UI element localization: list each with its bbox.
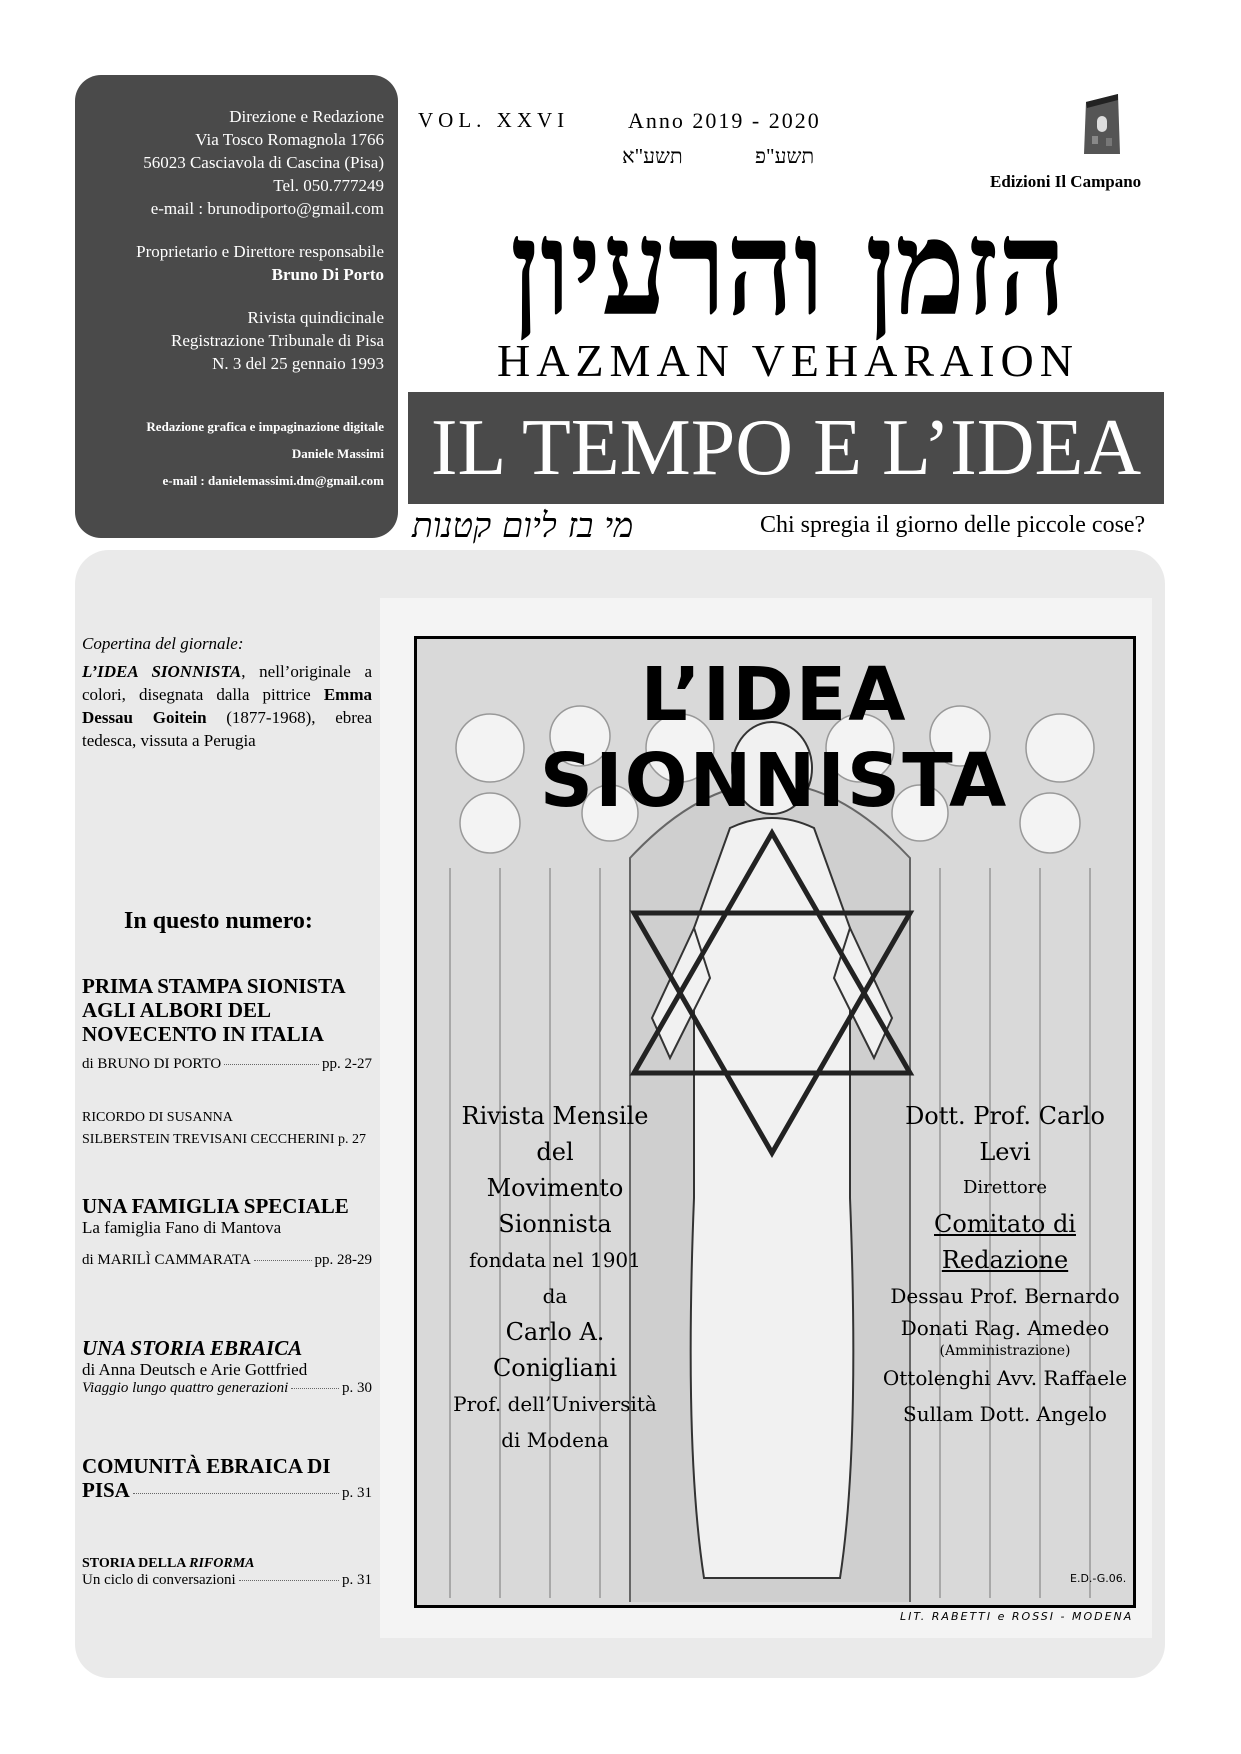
toc-article-3[interactable] [82, 1194, 372, 1269]
article-pages: p. 30 [342, 1380, 372, 1396]
article-byline [82, 1572, 372, 1589]
latin-title: HAZMAN VEHARAION [497, 335, 1079, 386]
poster-signature: E.D.-G.06. [1070, 1572, 1127, 1585]
owner-name: Bruno Di Porto [271, 265, 384, 284]
toc-article-5[interactable] [82, 1454, 372, 1503]
poster-left-line: fondata nel 1901 [469, 1248, 641, 1272]
registration-line: Rivista quindicinale [247, 308, 384, 327]
toc-article-4[interactable] [82, 1336, 372, 1397]
poster-right-text [880, 1098, 1130, 1432]
masthead-info-box [75, 75, 398, 538]
article-title-part: STORIA DELLA [82, 1556, 190, 1571]
italian-title: IL TEMPO E L’IDEA [430, 404, 1142, 492]
caption-text-part: (1877-1968), ebrea tedesca, vissuta a Perugia [82, 708, 373, 750]
poster-right-line: Dessau Prof. Bernardo [890, 1284, 1120, 1308]
poster-left-line: Rivista Mensile [461, 1102, 649, 1130]
article-author: di MARILÌ CAMMARATA [82, 1252, 251, 1268]
poster-right-line: Dott. Prof. Carlo Levi [905, 1102, 1105, 1166]
poster-left-line: Carlo A. Conigliani [492, 1318, 618, 1382]
publisher-name: Edizioni Il Campano [990, 172, 1142, 191]
article-byline [82, 1056, 372, 1073]
hebrew-year-1: תשע"א [622, 144, 683, 168]
article-pages: p. 27 [338, 1132, 367, 1147]
poster-left-line: da [542, 1284, 568, 1308]
title-banner [408, 392, 1164, 504]
article-pages: pp. 2-27 [322, 1056, 372, 1072]
article-title: RICORDO DI SUSANNA [82, 1110, 233, 1125]
registration-line: N. 3 del 25 gennaio 1993 [212, 354, 384, 373]
article-title-part: RIFORMA [189, 1556, 255, 1571]
designer-email[interactable]: e-mail : danielemassimi.dm@gmail.com [162, 473, 384, 488]
article-byline [82, 1478, 372, 1503]
article-description: Viaggio lungo quattro generazioni [82, 1380, 289, 1396]
toc-heading: In questo numero: [124, 908, 313, 934]
article-byline [82, 1380, 372, 1397]
poster-title: L’IDEA SIONNISTA [539, 652, 1009, 824]
owner-label: Proprietario e Direttore responsabile [136, 242, 384, 261]
article-subtitle: di Anna Deutsch e Arie Gottfried [82, 1360, 308, 1379]
info-line: Direzione e Redazione [229, 107, 384, 126]
poster-left-line: del [536, 1138, 574, 1166]
tower-logo-icon [1080, 92, 1124, 156]
article-title: COMUNITÀ EBRAICA DI [82, 1454, 331, 1478]
poster-right-line: Comitato di Redazione [934, 1210, 1076, 1274]
hebrew-year-2: תשע"פ [755, 144, 815, 168]
design-label: Redazione grafica e impaginazione digitale [146, 419, 384, 434]
poster-printer: LIT. RABETTI e ROSSI - MODENA [900, 1610, 1134, 1623]
poster-right-line: Direttore [962, 1177, 1047, 1198]
article-pages: p. 31 [342, 1485, 372, 1501]
cover-poster-image [380, 598, 1152, 1638]
cover-caption-label: Copertina del giornale: [82, 634, 244, 653]
article-author: di BRUNO DI PORTO [82, 1056, 222, 1072]
info-line: Via Tosco Romagnola 1766 [195, 130, 384, 149]
article-pages: pp. 28-29 [314, 1252, 372, 1268]
info-line: Tel. 050.777249 [273, 176, 384, 195]
poster-right-line: Sullam Dott. Angelo [903, 1402, 1107, 1426]
article-title [82, 1556, 372, 1572]
volume-number: VOL. XXVI [418, 108, 570, 132]
caption-artist: Emma Dessau Goitein [82, 685, 372, 727]
hebrew-title: הזמן והרעיון [510, 189, 1066, 346]
poster-right-line: Donati Rag. Amedeo [900, 1316, 1110, 1340]
year-range: Anno 2019 - 2020 [628, 108, 821, 133]
poster-left-line: di Modena [501, 1428, 609, 1452]
designer-name: Daniele Massimi [291, 446, 384, 461]
poster-right-line: (Amministrazione) [939, 1343, 1071, 1359]
cover-caption-text [82, 660, 372, 752]
poster-left-line: Movimento Sionnista [486, 1174, 624, 1238]
registration-line: Registrazione Tribunale di Pisa [171, 331, 384, 350]
toc-article-1[interactable] [82, 974, 372, 1073]
info-email[interactable]: e-mail : brunodiporto@gmail.com [150, 199, 384, 218]
motto: Chi spregia il giorno delle piccole cose? [760, 512, 1146, 538]
poster-right-line: Ottolenghi Avv. Raffaele [882, 1366, 1128, 1390]
article-title-cont: SILBERSTEIN TREVISANI CECCHERINI [82, 1132, 335, 1147]
info-line: 56023 Casciavola di Cascina (Pisa) [143, 153, 384, 172]
article-title: UNA STORIA EBRAICA [82, 1336, 303, 1360]
article-subtitle: La famiglia Fano di Mantova [82, 1218, 282, 1237]
article-title-cont: PISA [82, 1478, 130, 1502]
toc-article-2[interactable] [82, 1104, 372, 1148]
article-byline [82, 1132, 372, 1148]
article-byline [82, 1252, 372, 1269]
poster-left-line: Prof. dell’Università [453, 1392, 657, 1416]
hebrew-motto: מי בז ליום קטנות [412, 506, 634, 546]
caption-text-part: , nell’originale a colori, disegnata dalla pittrice [82, 662, 373, 704]
article-title: PRIMA STAMPA SIONISTA AGLI ALBORI DEL NOVECENTO IN ITALIA [82, 974, 345, 1046]
caption-journal-title: L’IDEA SIONNISTA [82, 662, 242, 681]
poster-left-text [440, 1098, 670, 1458]
article-subtitle: Un ciclo di conversazioni [82, 1572, 236, 1588]
article-pages: p. 31 [342, 1572, 372, 1588]
toc-article-6[interactable] [82, 1556, 372, 1589]
article-title: UNA FAMIGLIA SPECIALE [82, 1194, 349, 1218]
